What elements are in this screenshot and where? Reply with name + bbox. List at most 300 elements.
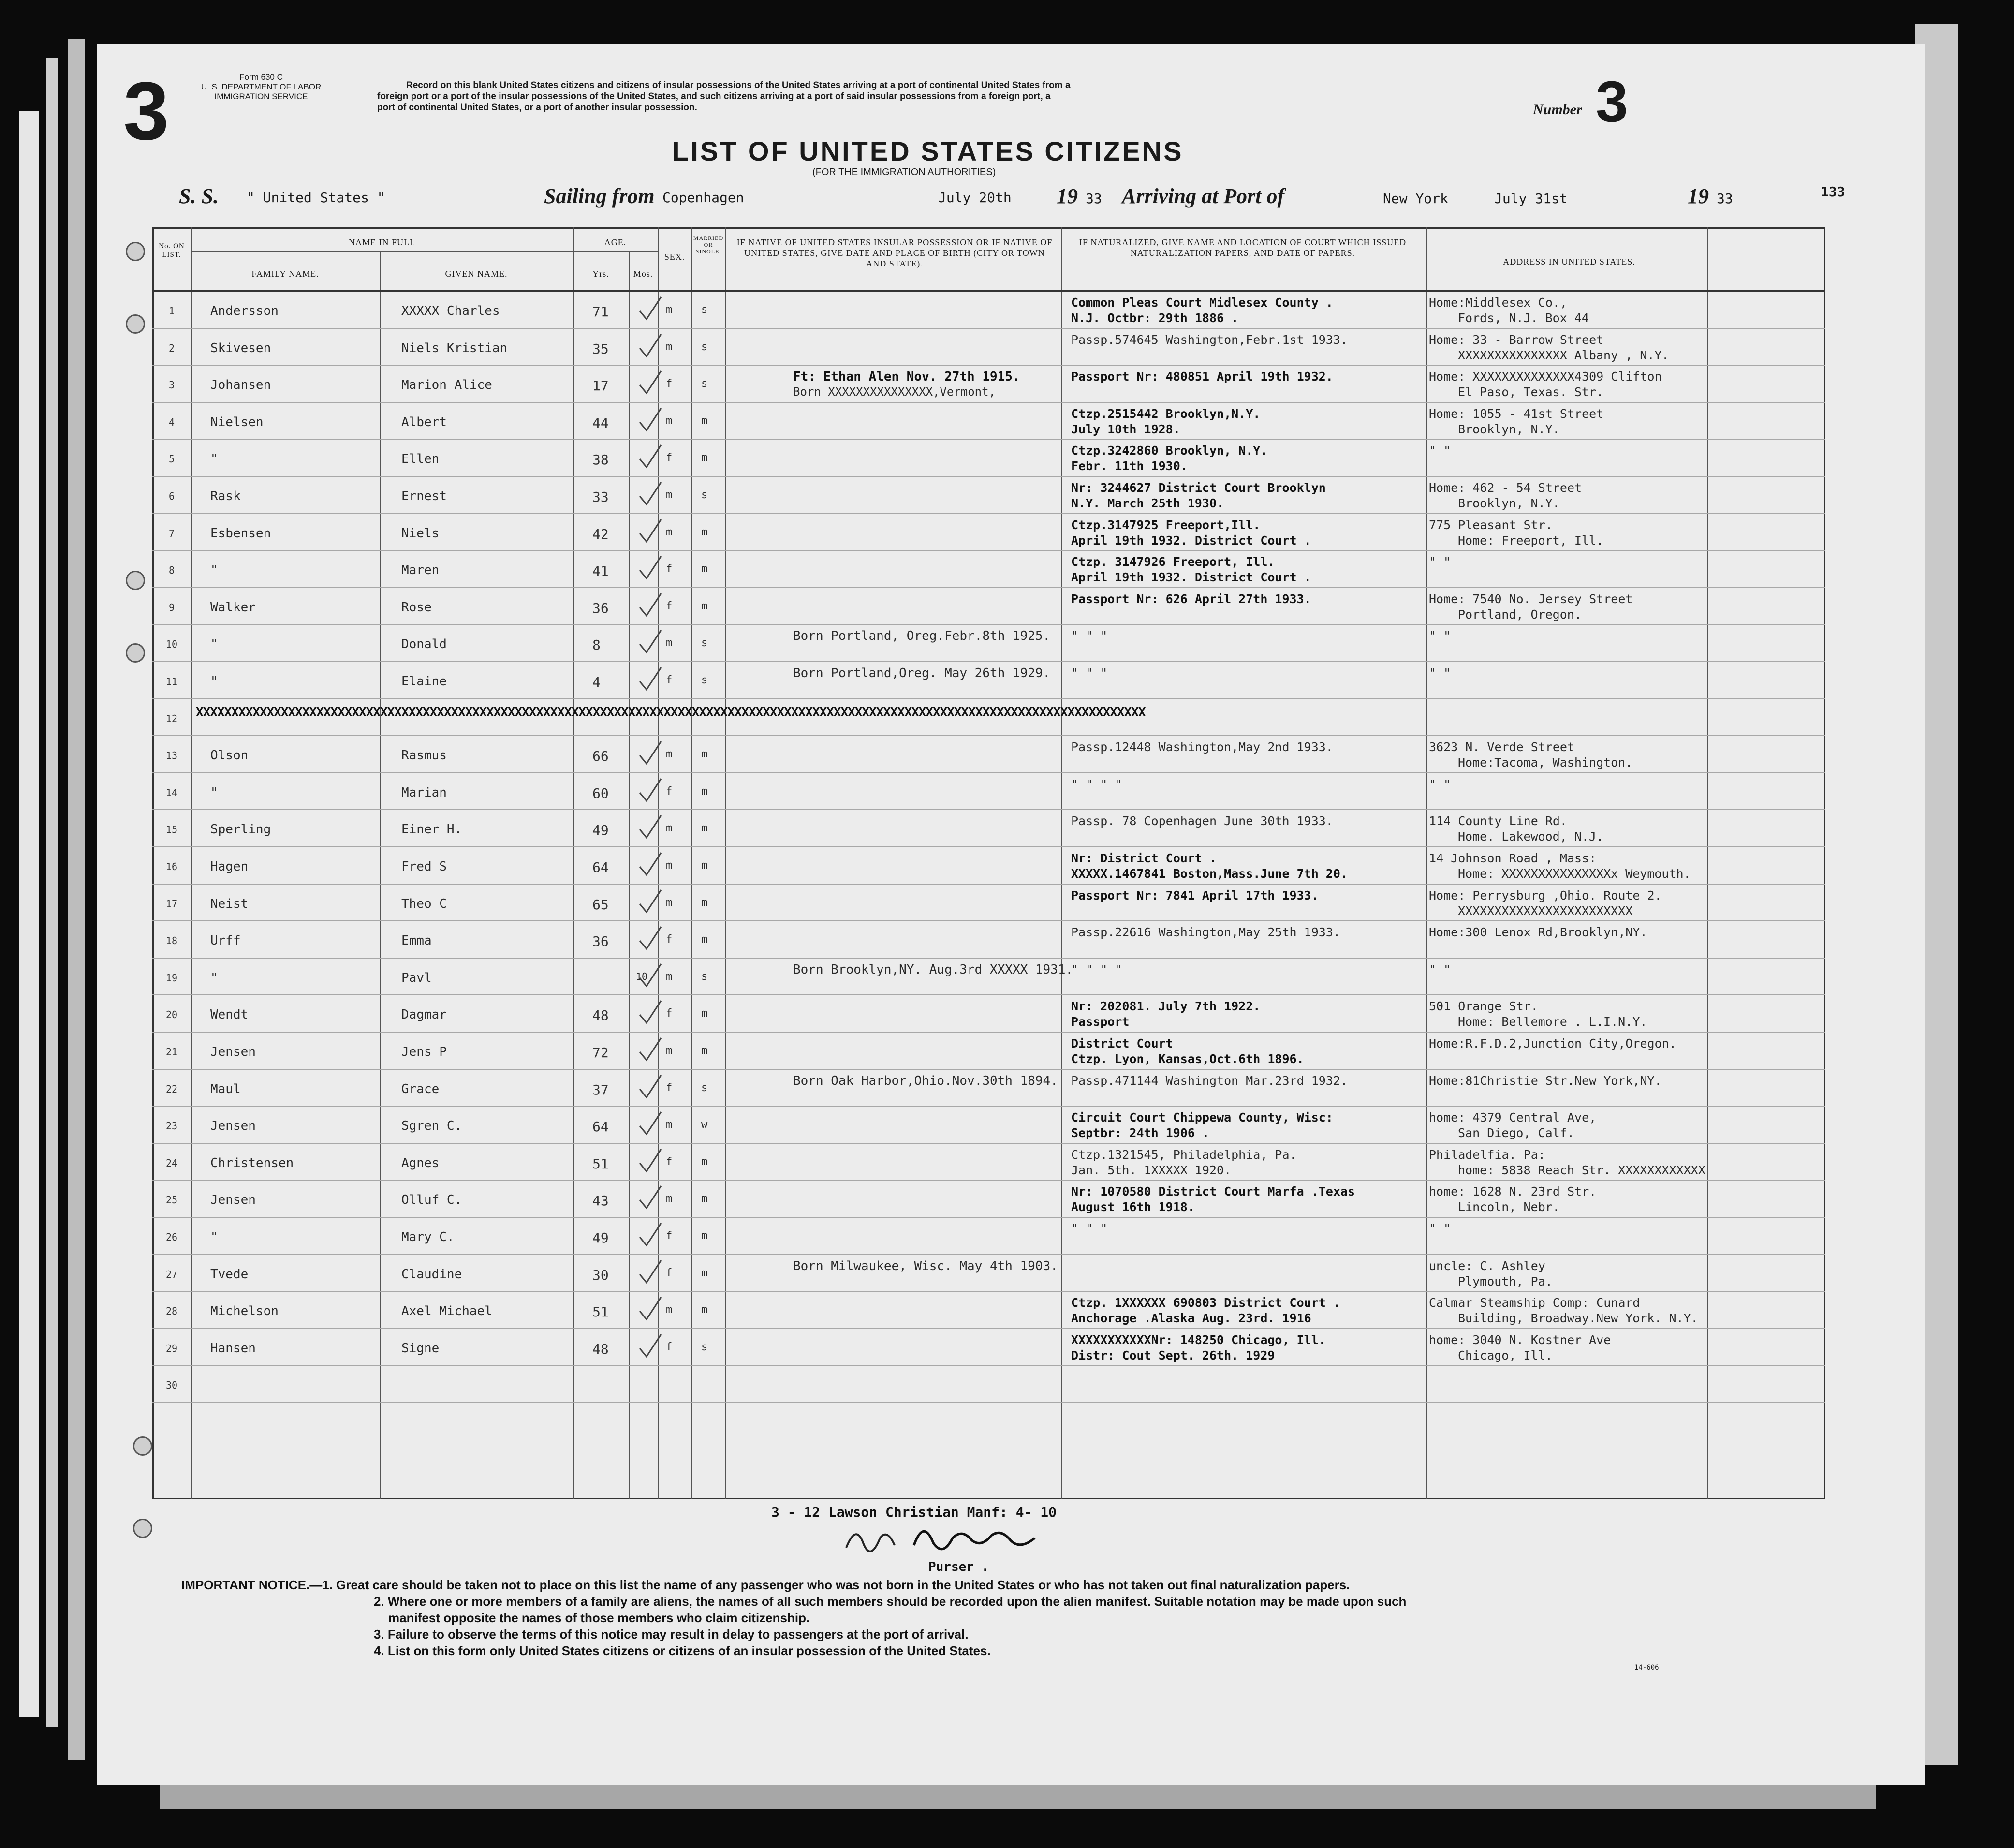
given-name: Ellen [401, 452, 440, 467]
given-name: Fred S [401, 859, 447, 874]
naturalization-details: Febr. 11th 1930. [1071, 459, 1188, 473]
row-number: 15 [165, 824, 178, 836]
marital-status: s [701, 489, 708, 501]
given-name: Ernest [401, 489, 447, 503]
sex: f [666, 1341, 673, 1353]
age-months: 10 [636, 970, 648, 982]
sex: m [666, 340, 673, 353]
given-name: XXXXX Charles [401, 304, 500, 318]
table-row [152, 847, 1825, 885]
col-header-mos: Mos. [633, 269, 653, 279]
table-row [152, 514, 1825, 551]
notice-item: 4. List on this form only United States citizens or citizens of an insular possession of the United States. [374, 1643, 991, 1658]
row-number: 20 [165, 1009, 178, 1021]
check-mark-icon [636, 442, 665, 473]
us-address: " " [1429, 629, 1451, 643]
given-name: Emma [401, 933, 432, 948]
family-name: Sperling [210, 822, 271, 837]
purser-label: Purser . [928, 1560, 989, 1574]
age-years: 30 [592, 1267, 609, 1283]
row-number: 1 [168, 305, 175, 317]
sex: m [666, 1119, 673, 1131]
sex: m [666, 859, 673, 872]
given-name: Maren [401, 563, 440, 578]
sex: f [666, 600, 673, 612]
check-mark-icon [636, 739, 665, 769]
family-name: Olson [210, 748, 249, 763]
family-name: " [210, 785, 218, 800]
family-name: Michelson [210, 1304, 279, 1319]
col-header-age: AGE. [604, 237, 627, 247]
table-row [152, 329, 1825, 366]
age-years: 41 [592, 563, 609, 579]
col-header-name: NAME IN FULL [349, 237, 415, 247]
naturalization-details: Nr: District Court . [1071, 851, 1217, 865]
row-number: 4 [168, 416, 175, 428]
check-mark-icon [636, 850, 665, 881]
family-name: Maul [210, 1081, 241, 1096]
naturalization-details: Ctzp. 3147926 Freeport, Ill. [1071, 555, 1275, 569]
us-address: Home: 7540 No. Jersey Street [1429, 591, 1633, 606]
family-name: Jensen [210, 1119, 256, 1134]
sheet-page-number: 133 [1821, 184, 1845, 200]
given-name: Marion Alice [401, 378, 492, 393]
row-number: 23 [165, 1120, 178, 1132]
ss-label: S. S. [179, 184, 219, 208]
manifest-rows [152, 292, 1825, 1499]
family-name: " [210, 970, 218, 985]
given-name: Axel Michael [401, 1304, 492, 1319]
sex: f [666, 1081, 673, 1094]
age-years: 35 [592, 340, 609, 357]
family-name: " [210, 674, 218, 689]
family-name: " [210, 563, 218, 578]
marital-status: m [701, 1230, 708, 1242]
row-number: 25 [165, 1194, 178, 1206]
marital-status: s [701, 674, 708, 686]
col-header-no: No. ON LIST. [159, 242, 185, 259]
col-header-given: GIVEN NAME. [445, 269, 508, 279]
check-mark-icon [636, 627, 665, 658]
marital-status: m [701, 563, 708, 576]
departure-year: 33 [1086, 191, 1102, 207]
naturalization-details: Jan. 5th. 1XXXXX 1920. [1071, 1163, 1232, 1177]
given-name: Grace [401, 1081, 440, 1096]
signature [841, 1519, 899, 1562]
given-name: Olluf C. [401, 1193, 462, 1208]
table-row [152, 773, 1825, 811]
naturalization-details: Nr: 202081. July 7th 1922. [1071, 999, 1261, 1014]
age-years: 72 [592, 1045, 609, 1061]
marital-status: m [701, 1045, 708, 1057]
age-years: 49 [592, 822, 609, 839]
col-header-sex: SEX. [664, 252, 685, 262]
age-years: 65 [592, 896, 609, 913]
age-years: 4 [592, 674, 601, 690]
sex: f [666, 674, 673, 686]
table-row [152, 1181, 1825, 1218]
table-row [152, 1144, 1825, 1181]
us-address: Fords, N.J. Box 44 [1458, 311, 1589, 325]
row-number: 24 [165, 1157, 178, 1169]
family-name: Jensen [210, 1045, 256, 1059]
age-years: 17 [592, 378, 609, 394]
given-name: Marian [401, 785, 447, 800]
table-row [152, 403, 1825, 440]
us-address: Home:300 Lenox Rd,Brooklyn,NY. [1429, 925, 1647, 940]
corner-page-number: 3 [123, 65, 169, 157]
naturalization-details: XXXXXXXXXXXNr: 148250 Chicago, Ill. [1071, 1332, 1326, 1347]
us-address: Home: Perrysburg ,Ohio. Route 2. [1429, 888, 1662, 902]
col-header-address: ADDRESS IN UNITED STATES. [1503, 257, 1635, 266]
instruction-line: foreign port or a port of the insular possessions of the United States, and such citizens arriving at a port of said insular possessions from a foreign port, a [377, 91, 1051, 102]
table-row [152, 921, 1825, 959]
sex: m [666, 414, 673, 427]
age-years: 66 [592, 748, 609, 765]
sex: m [666, 637, 673, 650]
punch-hole [133, 1436, 152, 1456]
check-mark-icon [636, 998, 665, 1029]
sex: m [666, 1193, 673, 1205]
us-address: Lincoln, Nebr. [1458, 1200, 1560, 1214]
us-address: Portland, Oregon. [1458, 607, 1582, 621]
notice-item: —1. Great care should be taken not to place on this list the name of any passenger who was not born in the United States or who has not taken out final naturalization papers. [309, 1578, 1350, 1592]
punch-hole [126, 571, 145, 590]
table-row [152, 662, 1825, 699]
us-address: El Paso, Texas. Str. [1458, 385, 1604, 399]
sex: m [666, 896, 673, 909]
us-address: Home:R.F.D.2,Junction City,Oregon. [1429, 1036, 1676, 1050]
us-address: Home: XXXXXXXXXXXXXX4309 Clifton [1429, 370, 1662, 384]
check-mark-icon [636, 553, 665, 584]
birth-details: Born Portland,Oreg. May 26th 1929. [793, 666, 1051, 680]
age-years: 51 [592, 1155, 609, 1172]
marital-status: m [701, 785, 708, 798]
us-address: uncle: C. Ashley [1429, 1258, 1545, 1273]
us-address: Brooklyn, N.Y. [1458, 422, 1560, 436]
row-number: 18 [165, 935, 178, 947]
col-header-naturalized: IF NATURALIZED, GIVE NAME AND LOCATION OF COURT WHICH ISSUED NATURALIZATION PAPERS, AND DATE OF PAPERS. [1079, 237, 1407, 258]
row-number: 19 [165, 972, 178, 984]
age-years: 43 [592, 1193, 609, 1209]
given-name: Sgren C. [401, 1119, 462, 1134]
sex: m [666, 970, 673, 983]
sex: f [666, 378, 673, 390]
row-number: 13 [165, 750, 178, 762]
family-name: Nielsen [210, 414, 264, 429]
check-mark-icon [636, 591, 665, 621]
naturalization-details: Passp.22616 Washington,May 25th 1933. [1071, 925, 1340, 940]
form-number: Form 630 C [239, 73, 283, 82]
given-name: Mary C. [401, 1230, 455, 1244]
naturalization-details: Nr: 3244627 District Court Brooklyn [1071, 481, 1326, 495]
age-years: 64 [592, 1119, 609, 1135]
marital-status: m [701, 1304, 708, 1316]
check-mark-icon [636, 776, 665, 807]
us-address: " " [1429, 777, 1451, 791]
col-header-married: MARRIED OR SINGLE. [693, 235, 724, 255]
given-name: Elaine [401, 674, 447, 689]
birth-details: Born Brooklyn,NY. Aug.3rd XXXXX 1931. [793, 962, 1073, 977]
table-row [152, 699, 1825, 737]
arrival-date: July 31st [1494, 191, 1568, 207]
marital-status: m [701, 933, 708, 946]
us-address: Calmar Steamship Comp: Cunard [1429, 1296, 1640, 1310]
marital-status: m [701, 452, 708, 464]
row-number: 5 [168, 453, 175, 465]
us-address: home: 3040 N. Kostner Ave [1429, 1332, 1611, 1347]
page-edge [19, 111, 39, 1717]
given-name: Dagmar [401, 1007, 447, 1022]
given-name: Pavl [401, 970, 432, 985]
marital-status: m [701, 1267, 708, 1279]
age-years: 44 [592, 414, 609, 431]
us-address: " " [1429, 555, 1451, 569]
marital-status: m [701, 896, 708, 909]
check-mark-icon [636, 405, 665, 436]
row-number: 30 [165, 1379, 178, 1391]
naturalization-details: N.J. Octbr: 29th 1886 . [1071, 311, 1239, 325]
us-address: Brooklyn, N.Y. [1458, 496, 1560, 510]
sex: m [666, 748, 673, 761]
age-years: 71 [592, 304, 609, 320]
notice-item: 2. Where one or more members of a family are aliens, the names of all such members should be recorded upon the alien manifest. Suitable notation may be made upon such [374, 1594, 1407, 1609]
us-address: Home: Bellemore . L.I.N.Y. [1458, 1015, 1647, 1029]
punch-hole [126, 242, 145, 261]
us-address: 14 Johnson Road , Mass: [1429, 851, 1597, 865]
instruction-line: Record on this blank United States citizens and citizens of insular possessions of the United States arriving at a port of continental United States from a [406, 80, 1071, 90]
naturalization-details: Septbr: 24th 1906 . [1071, 1126, 1209, 1140]
check-mark-icon [636, 1146, 665, 1177]
us-address: Home:Tacoma, Washington. [1458, 755, 1633, 770]
marital-status: s [701, 1341, 708, 1353]
marital-status: m [701, 600, 708, 612]
notice-item: manifest opposite the names of those members who claim citizenship. [388, 1611, 810, 1625]
given-name: Signe [401, 1341, 440, 1356]
age-years: 36 [592, 600, 609, 616]
print-code: 14-606 [1634, 1664, 1659, 1671]
us-address: home: 1628 N. 23rd Str. [1429, 1184, 1597, 1199]
table-row [152, 810, 1825, 847]
check-mark-icon [636, 1257, 665, 1288]
marital-status: m [701, 748, 708, 761]
given-name: Rose [401, 600, 432, 615]
table-row [152, 551, 1825, 588]
col-header-native: IF NATIVE OF UNITED STATES INSULAR POSSESSION OR IF NATIVE OF UNITED STATES, GIVE DATE AND PLACE OF BIRTH (CITY OR TOWN AND STATE). [736, 237, 1053, 268]
sex: f [666, 1007, 673, 1020]
marital-status: m [701, 1155, 708, 1168]
naturalization-details: Passport Nr: 7841 April 17th 1933. [1071, 888, 1319, 902]
purser-signature [909, 1519, 1044, 1562]
sex: f [666, 1267, 673, 1279]
naturalization-details: Anchorage .Alaska Aug. 23rd. 1916 [1071, 1311, 1311, 1326]
punch-hole [126, 643, 145, 663]
us-address: Home:81Christie Str.New York,NY. [1429, 1073, 1662, 1088]
marital-status: m [701, 859, 708, 872]
service-name: IMMIGRATION SERVICE [214, 92, 308, 101]
marital-status: m [701, 822, 708, 835]
instruction-line: port of continental United States, or a port of another insular possession. [377, 103, 697, 113]
row-number: 2 [168, 342, 175, 354]
table-row [152, 995, 1825, 1033]
naturalization-details: N.Y. March 25th 1930. [1071, 496, 1224, 510]
naturalization-details: Circuit Court Chippewa County, Wisc: [1071, 1110, 1333, 1125]
notice-item: 3. Failure to observe the terms of this notice may result in delay to passengers at the port of arrival. [374, 1627, 969, 1641]
check-mark-icon [636, 479, 665, 510]
given-name: Jens P [401, 1045, 447, 1059]
table-row [152, 477, 1825, 514]
naturalization-details: Passp.12448 Washington,May 2nd 1933. [1071, 740, 1333, 754]
year-prefix: 19 [1057, 184, 1078, 208]
check-mark-icon [636, 813, 665, 843]
naturalization-details: Passp.471144 Washington Mar.23rd 1932. [1071, 1073, 1348, 1088]
naturalization-details: July 10th 1928. [1071, 422, 1180, 436]
naturalization-details: " " " [1071, 666, 1108, 680]
marital-status: s [701, 970, 708, 983]
departure-port: Copenhagen [662, 190, 744, 206]
struck-out-entry: XXXXXXXXXXXXXXXXXXXXXXXXXXXXXXXXXXXXXXXXXXXXXXXXXXXXXXXXXXXXXXXXXXXXXXXXXXXXXXXXXXXXXXXXXXXXXXXXXXXXXXXXXXXXXXXXXXXXXXXXXXXXXXXXXXXXXX [196, 705, 1146, 720]
us-address: " " [1429, 962, 1451, 976]
arrival-year: 33 [1717, 191, 1733, 207]
check-mark-icon [636, 1109, 665, 1140]
row-number: 6 [168, 490, 175, 502]
form-agency-block [193, 73, 329, 102]
us-address: Home: 462 - 54 Street [1429, 481, 1582, 495]
sex: f [666, 1230, 673, 1242]
check-mark-icon [636, 331, 665, 362]
table-row [152, 1218, 1825, 1255]
table-row [152, 959, 1825, 996]
document-subtitle: (FOR THE IMMIGRATION AUTHORITIES) [812, 167, 996, 177]
us-address: Plymouth, Pa. [1458, 1274, 1553, 1288]
table-row [152, 736, 1825, 773]
given-name: Rasmus [401, 748, 447, 763]
us-address: Home:Middlesex Co., [1429, 296, 1567, 310]
table-row [152, 588, 1825, 625]
family-name: Hagen [210, 859, 249, 874]
given-name: Niels Kristian [401, 340, 508, 355]
departure-date: July 20th [938, 190, 1012, 206]
table-row [152, 1366, 1825, 1403]
sailing-label: Sailing from [544, 184, 655, 208]
page-edge [46, 58, 58, 1727]
us-address: XXXXXXXXXXXXXXXXXXXXXXXX [1458, 903, 1633, 918]
naturalization-details: Nr: 1070580 District Court Marfa .Texas [1071, 1184, 1355, 1199]
table-row [152, 1292, 1825, 1329]
col-header-family: FAMILY NAME. [251, 269, 319, 279]
row-number: 7 [168, 527, 175, 539]
row-number: 8 [168, 564, 175, 577]
family-name: Rask [210, 489, 241, 503]
family-name: " [210, 637, 218, 652]
check-mark-icon [636, 1331, 665, 1362]
check-mark-icon [636, 517, 665, 547]
family-name: Andersson [210, 304, 279, 318]
us-address: " " [1429, 444, 1451, 458]
us-address: Home: 1055 - 41st Street [1429, 406, 1604, 421]
row-number: 21 [165, 1046, 178, 1058]
check-mark-icon [636, 1220, 665, 1251]
birth-details: Born XXXXXXXXXXXXXXX,Vermont, [793, 385, 996, 399]
us-address: 775 Pleasant Str. [1429, 517, 1553, 532]
naturalization-details: Ctzp.1321545, Philadelphia, Pa. [1071, 1147, 1297, 1162]
marital-status: m [701, 526, 708, 538]
naturalization-details: " " " [1071, 1222, 1108, 1236]
table-row [152, 292, 1825, 329]
age-years: 33 [592, 489, 609, 505]
row-number: 9 [168, 601, 175, 613]
naturalization-details: April 19th 1932. District Court . [1071, 570, 1311, 585]
row-number: 3 [168, 379, 175, 391]
row-number: 28 [165, 1305, 178, 1317]
row-number: 16 [165, 861, 178, 872]
us-address: Chicago, Ill. [1458, 1348, 1553, 1362]
marital-status: s [701, 637, 708, 650]
given-name: Einer H. [401, 822, 462, 837]
given-name: Claudine [401, 1267, 462, 1282]
row-number: 17 [165, 898, 178, 910]
age-years: 48 [592, 1341, 609, 1357]
us-address: 3623 N. Verde Street [1429, 740, 1575, 754]
naturalization-details: " " " [1071, 629, 1108, 643]
naturalization-details: Passport Nr: 626 April 27th 1933. [1071, 591, 1311, 606]
marital-status: s [701, 340, 708, 353]
naturalization-details: Passp. 78 Copenhagen June 30th 1933. [1071, 814, 1333, 828]
sex: f [666, 563, 673, 576]
us-address: " " [1429, 666, 1451, 680]
table-row [152, 1107, 1825, 1144]
table-row [152, 1033, 1825, 1070]
sex: m [666, 304, 673, 316]
naturalization-details: District Court [1071, 1036, 1173, 1050]
naturalization-details: XXXXX.1467841 Boston,Mass.June 7th 20. [1071, 867, 1348, 881]
us-address: home: 4379 Central Ave, [1429, 1110, 1597, 1125]
check-mark-icon [636, 1294, 665, 1325]
sex: m [666, 822, 673, 835]
given-name: Agnes [401, 1155, 440, 1170]
sex: m [666, 1045, 673, 1057]
family-name: Hansen [210, 1341, 256, 1356]
table-row [152, 1255, 1825, 1292]
naturalization-details: Common Pleas Court Midlesex County . [1071, 296, 1333, 310]
birth-details: Born Oak Harbor,Ohio.Nov.30th 1894. [793, 1073, 1058, 1088]
sex: f [666, 452, 673, 464]
us-address: Home. Lakewood, N.J. [1458, 829, 1604, 844]
row-number: 10 [165, 638, 178, 650]
naturalization-details: Passport Nr: 480851 April 19th 1932. [1071, 370, 1333, 384]
manifest-page [97, 44, 1925, 1785]
family-name: Tvede [210, 1267, 249, 1282]
sex: f [666, 933, 673, 946]
birth-details: Ft: Ethan Alen Nov. 27th 1915. [793, 370, 1020, 384]
family-name: " [210, 452, 218, 467]
table-row [152, 1070, 1825, 1107]
table-row [152, 1329, 1825, 1366]
naturalization-details: " " " " [1071, 777, 1122, 791]
check-mark-icon [636, 368, 665, 399]
row-number: 26 [165, 1231, 178, 1243]
naturalization-details: Passp.574645 Washington,Febr.1st 1933. [1071, 332, 1348, 347]
naturalization-details: Ctzp. 1XXXXXX 690803 District Court . [1071, 1296, 1340, 1310]
us-address: San Diego, Calf. [1458, 1126, 1574, 1140]
sex: f [666, 1155, 673, 1168]
us-address: XXXXXXXXXXXXXXX Albany , N.Y. [1458, 348, 1669, 362]
us-address: 114 County Line Rd. [1429, 814, 1567, 828]
naturalization-details: August 16th 1918. [1071, 1200, 1195, 1214]
given-name: Theo C [401, 896, 447, 911]
check-mark-icon [636, 1035, 665, 1066]
family-name: Johansen [210, 378, 271, 393]
